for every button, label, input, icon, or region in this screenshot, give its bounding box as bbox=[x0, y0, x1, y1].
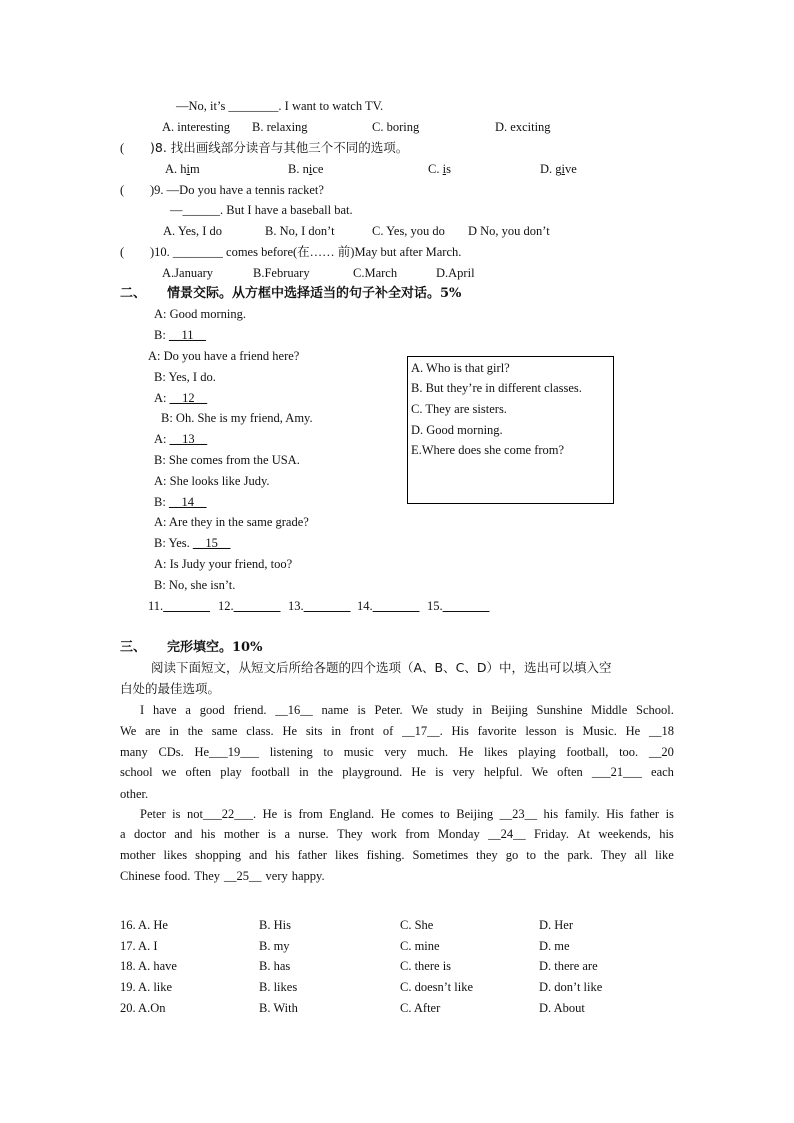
passage-word: Beijing bbox=[456, 807, 494, 821]
passage-word: weekends, bbox=[598, 827, 651, 841]
passage-word: and bbox=[249, 848, 268, 862]
passage-word: fishing. bbox=[366, 848, 405, 862]
passage-word: study bbox=[436, 703, 464, 717]
passage-word: from bbox=[298, 807, 323, 821]
passage-word: often bbox=[185, 765, 212, 779]
passage-word: father bbox=[297, 848, 327, 862]
passage-word: the bbox=[544, 848, 560, 862]
choice-16-d: D. Her bbox=[539, 918, 574, 932]
passage-word: is bbox=[283, 807, 292, 821]
passage-word: his bbox=[200, 827, 216, 841]
q9-option-b: B. No, I don’t bbox=[265, 224, 335, 238]
answer-blank-13: 13. bbox=[288, 599, 304, 613]
passage-word: likes bbox=[334, 848, 359, 862]
passage-word: very bbox=[452, 765, 475, 779]
dialogue-line-9: A: She looks like Judy. bbox=[154, 474, 270, 488]
section3-instruction-line-1: 阅读下面短文，从短文后所给各题的四个选项（A、B、C、D）中，选出可以填入空 bbox=[151, 660, 612, 675]
passage-word: music bbox=[343, 745, 374, 759]
dialogue-line-7: A: __13__ bbox=[154, 432, 208, 446]
passage-word: much. bbox=[417, 745, 449, 759]
passage-word: __20 bbox=[648, 745, 674, 759]
passage-word: not___22___. bbox=[187, 807, 257, 821]
section2-title: 情景交际。从方框中选择适当的句子补全对话。5% bbox=[167, 286, 462, 301]
choice-18-d: D. there are bbox=[539, 959, 598, 973]
passage-word: We bbox=[411, 703, 428, 717]
passage-p2-line-3 bbox=[120, 845, 674, 865]
passage-word: good bbox=[199, 703, 225, 717]
choice-16-b: B. His bbox=[259, 918, 291, 932]
passage-word: He bbox=[380, 807, 396, 821]
passage-p1-line-4 bbox=[120, 762, 674, 782]
q7-option-a: A. interesting bbox=[162, 120, 231, 134]
passage-word: At bbox=[577, 827, 590, 841]
q8-option-d: D. give bbox=[540, 162, 577, 176]
dialogue-line-4: B: Yes, I do. bbox=[154, 370, 216, 384]
passage-word: playground. bbox=[342, 765, 403, 779]
passage-word: Peter bbox=[140, 807, 166, 821]
passage-word: football, bbox=[566, 745, 609, 759]
passage-word: are bbox=[145, 724, 161, 738]
answer-blank-12: 12. bbox=[218, 599, 234, 613]
passage-word: his bbox=[659, 827, 674, 841]
passage-word: and bbox=[174, 827, 193, 841]
dialogue-line-6: B: Oh. She is my friend, Amy. bbox=[161, 411, 313, 425]
passage-word: food. bbox=[164, 869, 191, 883]
passage-word: to bbox=[440, 807, 450, 821]
q7-option-d: D. exciting bbox=[495, 120, 551, 134]
box-option-e: E.Where does she come from? bbox=[411, 443, 565, 457]
passage-word: He___19___ bbox=[194, 745, 260, 759]
box-option-c: C. They are sisters. bbox=[411, 402, 507, 416]
passage-word: We bbox=[120, 724, 137, 738]
dialogue-line-11: A: Are they in the same grade? bbox=[154, 515, 309, 529]
passage-word: happy. bbox=[291, 869, 325, 883]
passage-word: very bbox=[265, 869, 288, 883]
passage-p1-line-5: other. bbox=[120, 787, 149, 801]
q9-option-c: C. Yes, you do bbox=[372, 224, 445, 238]
dialogue-line-12: B: Yes. __15__ bbox=[154, 536, 231, 550]
q7-answer-line: —No, it’s ________. I want to watch TV. bbox=[176, 99, 384, 113]
passage-word: He bbox=[282, 724, 298, 738]
passage-word: nurse. bbox=[298, 827, 329, 841]
passage-word: Middle bbox=[591, 703, 628, 717]
q9-stem: )9. —Do you have a tennis racket? bbox=[150, 183, 324, 197]
passage-word: play bbox=[220, 765, 242, 779]
passage-word: football bbox=[250, 765, 290, 779]
passage-word: in bbox=[169, 724, 179, 738]
box-option-d: D. Good morning. bbox=[411, 423, 503, 437]
passage-word: Peter. bbox=[374, 703, 403, 717]
passage-word: each bbox=[651, 765, 674, 779]
q10-option-c: C.March bbox=[353, 266, 398, 280]
passage-word: in bbox=[298, 765, 309, 779]
dialogue-line-3: A: Do you have a friend here? bbox=[148, 349, 300, 363]
passage-word: Chinese bbox=[120, 869, 161, 883]
q10-option-d: D.April bbox=[436, 266, 475, 280]
section3-number: 三、 bbox=[120, 640, 147, 655]
choice-19-c: C. doesn’t like bbox=[400, 980, 474, 994]
passage-word: England. bbox=[329, 807, 375, 821]
choice-17-a: 17. A. I bbox=[120, 939, 158, 953]
passage-p2-line-2 bbox=[120, 824, 674, 844]
passage-word: to bbox=[526, 848, 536, 862]
passage-word: is bbox=[172, 807, 181, 821]
passage-word: his bbox=[275, 848, 290, 862]
passage-word: __23__ bbox=[499, 807, 538, 821]
passage-word: listening bbox=[269, 745, 313, 759]
q7-option-c: C. boring bbox=[372, 120, 420, 134]
passage-word: Monday bbox=[438, 827, 480, 841]
passage-word: likes bbox=[163, 848, 188, 862]
passage-word: very bbox=[384, 745, 407, 759]
passage-word: __17__. bbox=[402, 724, 443, 738]
passage-word: school bbox=[120, 765, 153, 779]
passage-word: a bbox=[284, 827, 291, 841]
passage-word: __18 bbox=[648, 724, 674, 738]
passage-word: in bbox=[472, 703, 483, 717]
passage-word: They bbox=[194, 869, 221, 883]
passage-word: name bbox=[321, 703, 349, 717]
passage-word: He bbox=[458, 745, 474, 759]
passage-word: a bbox=[120, 827, 126, 841]
q10-stem: )10. ________ comes before(在…… 前)May but after March. bbox=[150, 245, 462, 259]
passage-word: is bbox=[267, 827, 277, 841]
q10-option-a: A.January bbox=[162, 266, 214, 280]
passage-word: __16__ bbox=[275, 703, 313, 717]
passage-word: front bbox=[349, 724, 375, 738]
answer-blank-15: 15. bbox=[427, 599, 443, 613]
passage-word: favorite bbox=[477, 724, 517, 738]
choice-20-c: C. After bbox=[400, 1001, 441, 1015]
passage-word: They bbox=[600, 848, 627, 862]
passage-word: is bbox=[357, 703, 366, 717]
passage-word: School. bbox=[636, 703, 674, 717]
choice-20-a: 20. A.On bbox=[120, 1001, 166, 1015]
choice-18-b: B. has bbox=[259, 959, 291, 973]
passage-word: like bbox=[655, 848, 674, 862]
dialogue-line-8: B: She comes from the USA. bbox=[154, 453, 300, 467]
choice-20-d: D. About bbox=[539, 1001, 585, 1015]
q8-stem: )8. 找出画线部分读音与其他三个不同的选项。 bbox=[150, 140, 409, 155]
dialogue-line-1: A: Good morning. bbox=[154, 307, 247, 321]
choice-19-b: B. likes bbox=[259, 980, 298, 994]
passage-word: go bbox=[505, 848, 519, 862]
dialogue-line-2: B: __11__ bbox=[154, 328, 206, 342]
choice-16-a: 16. A. He bbox=[120, 918, 168, 932]
passage-word: CDs. bbox=[158, 745, 184, 759]
passage-word: Friday. bbox=[534, 827, 569, 841]
passage-word: same bbox=[211, 724, 238, 738]
passage-word: mother bbox=[223, 827, 260, 841]
passage-word: He bbox=[625, 724, 641, 738]
choice-17-c: C. mine bbox=[400, 939, 440, 953]
choice-18-c: C. there is bbox=[400, 959, 452, 973]
choice-18-a: 18. A. have bbox=[120, 959, 177, 973]
passage-word: His bbox=[451, 724, 469, 738]
passage-word: lesson bbox=[525, 724, 557, 738]
passage-word: the bbox=[317, 765, 334, 779]
box-option-b: B. But they’re in different classes. bbox=[411, 381, 582, 395]
passage-word: shopping bbox=[195, 848, 241, 862]
passage-p1-line-1 bbox=[120, 700, 674, 720]
q10-bracket: ( bbox=[120, 245, 125, 259]
q8-bracket: ( bbox=[120, 141, 125, 155]
passage-word: comes bbox=[401, 807, 434, 821]
choice-20-b: B. With bbox=[259, 1001, 298, 1015]
passage-word: they bbox=[476, 848, 498, 862]
passage-word: too. bbox=[619, 745, 639, 759]
passage-word: park. bbox=[567, 848, 593, 862]
passage-word: friend. bbox=[233, 703, 267, 717]
passage-p1-line-3 bbox=[120, 742, 674, 762]
passage-word: family. bbox=[564, 807, 600, 821]
passage-word: Sunshine bbox=[536, 703, 583, 717]
passage-word: ___21___ bbox=[591, 765, 642, 779]
choice-17-d: D. me bbox=[539, 939, 570, 953]
section3-title: 完形填空。10% bbox=[167, 640, 263, 655]
passage-word: He bbox=[411, 765, 426, 779]
passage-word: Music. bbox=[582, 724, 617, 738]
passage-word: likes bbox=[483, 745, 508, 759]
passage-word: father bbox=[629, 807, 660, 821]
passage-word: a bbox=[185, 703, 191, 717]
section2-number: 二、 bbox=[120, 286, 147, 301]
passage-word: from bbox=[405, 827, 430, 841]
choice-16-c: C. She bbox=[400, 918, 434, 932]
passage-p1-line-2 bbox=[120, 721, 674, 741]
q9-option-a: A. Yes, I do bbox=[163, 224, 223, 238]
passage-word: in bbox=[331, 724, 342, 738]
passage-word: sits bbox=[305, 724, 323, 738]
passage-word: work bbox=[371, 827, 397, 841]
choice-17-b: B. my bbox=[259, 939, 290, 953]
passage-word: I bbox=[140, 703, 145, 717]
passage-word: is bbox=[435, 765, 444, 779]
q9-reply: —______. But I have a baseball bat. bbox=[170, 203, 353, 217]
passage-word: His bbox=[606, 807, 624, 821]
answer-blank-11: 11. bbox=[148, 599, 164, 613]
q8-option-b: B. nice bbox=[288, 162, 324, 176]
choice-19-d: D. don’t like bbox=[539, 980, 603, 994]
passage-word: mother bbox=[120, 848, 156, 862]
passage-word: the bbox=[187, 724, 203, 738]
answer-blank-14: 14. bbox=[357, 599, 373, 613]
q9-bracket: ( bbox=[120, 183, 125, 197]
q7-option-b: B. relaxing bbox=[252, 120, 308, 134]
passage-word: class. bbox=[246, 724, 274, 738]
dialogue-line-14: B: No, she isn’t. bbox=[154, 578, 236, 592]
passage-word: is bbox=[665, 807, 674, 821]
passage-word: doctor bbox=[133, 827, 166, 841]
passage-word: He bbox=[262, 807, 278, 821]
passage-word: to bbox=[323, 745, 334, 759]
passage-word: helpful. bbox=[483, 765, 523, 779]
choice-19-a: 19. A. like bbox=[120, 980, 173, 994]
passage-word: __24__ bbox=[488, 827, 526, 841]
dialogue-line-13: A: Is Judy your friend, too? bbox=[154, 557, 293, 571]
passage-word: often bbox=[557, 765, 583, 779]
passage-word: Beijing bbox=[490, 703, 528, 717]
passage-word: __25__ bbox=[224, 869, 262, 883]
passage-word: We bbox=[531, 765, 548, 779]
section3-instruction-line-2: 白处的最佳选项。 bbox=[120, 681, 221, 696]
passage-p2-line-1 bbox=[120, 804, 674, 824]
passage-word: many bbox=[120, 745, 148, 759]
passage-word: his bbox=[543, 807, 559, 821]
dialogue-line-5: A: __12__ bbox=[154, 391, 208, 405]
passage-word: is bbox=[565, 724, 574, 738]
passage-word: Sometimes bbox=[412, 848, 469, 862]
q10-option-b: B.February bbox=[253, 266, 310, 280]
box-option-a: A. Who is that girl? bbox=[411, 361, 510, 375]
passage-word: we bbox=[161, 765, 177, 779]
q8-option-a: A. him bbox=[165, 162, 200, 176]
passage-word: of bbox=[382, 724, 394, 738]
dialogue-line-10: B: __14__ bbox=[154, 495, 207, 509]
q9-option-d: D No, you don’t bbox=[468, 224, 550, 238]
passage-p2-line-4 bbox=[120, 866, 674, 886]
passage-word: have bbox=[152, 703, 177, 717]
passage-word: playing bbox=[518, 745, 556, 759]
q8-option-c: C. is bbox=[428, 162, 451, 176]
passage-word: all bbox=[634, 848, 647, 862]
passage-word: They bbox=[337, 827, 363, 841]
